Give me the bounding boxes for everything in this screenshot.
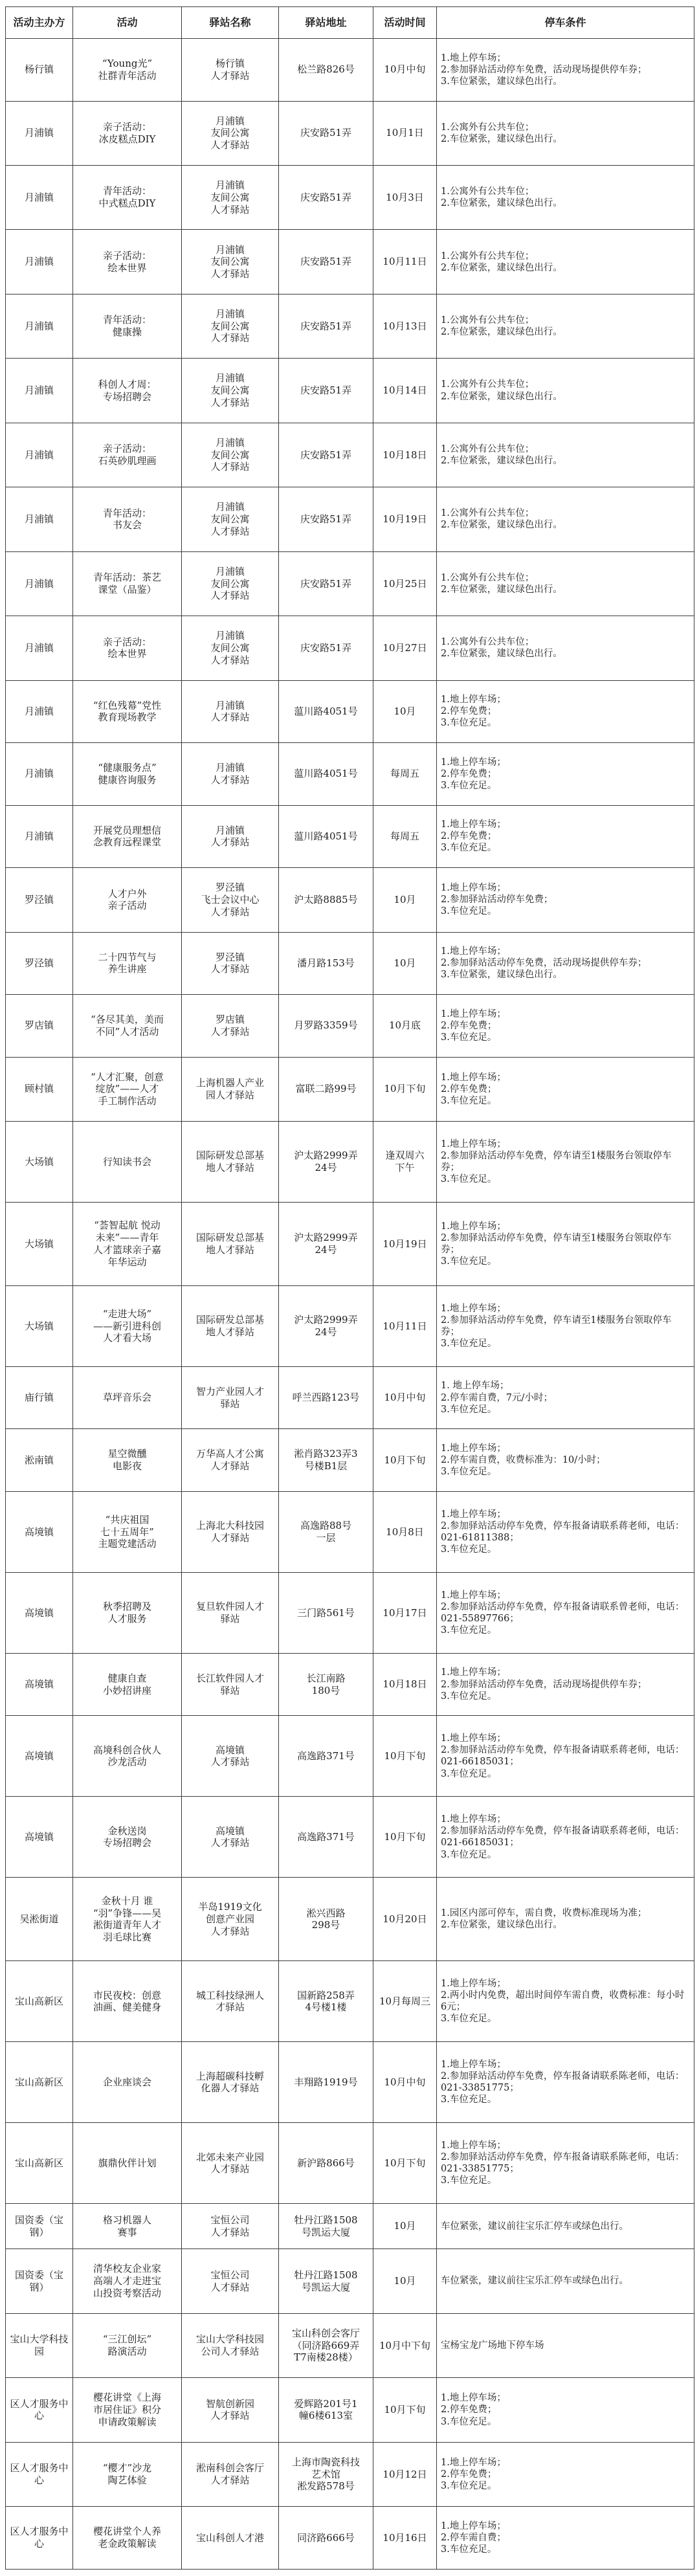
activity-cell: “Young光” 社群青年活动 [73,39,182,102]
organizer-cell: 顾村镇 [6,1057,73,1121]
table-row [6,551,694,616]
activity-cell: 青年活动：茶艺 课堂（品鉴） [73,551,182,616]
parking-conditions-cell: 1.地上停车场； 2.参加驿站活动停车免费，停车报备请联系蒋老师，电话：021-66185031； 3.车位充足。 [437,1716,694,1797]
station-name-cell: 宝恒公司 人才驿站 [182,2249,279,2313]
organizer-cell: 宝山高新区 [6,2123,73,2204]
activity-time-cell: 10月底 [373,995,437,1058]
station-name-cell: 罗店镇 人才驿站 [182,995,279,1058]
activity-cell: 青年活动： 书友会 [73,487,182,551]
table-row [6,2042,694,2123]
organizer-cell: 月浦镇 [6,359,73,423]
station-address-cell: 新沪路866号 [279,2123,373,2204]
table-row [6,2507,694,2570]
station-address-cell: 庆安路51弄 [279,165,373,229]
station-name-cell: 月浦镇 友间公寓 人才驿站 [182,294,279,358]
organizer-cell: 庙行镇 [6,1366,73,1429]
station-name-cell: 万华高人才公寓 人才驿站 [182,1429,279,1492]
table-row [6,805,694,868]
organizer-cell: 宝山高新区 [6,2042,73,2123]
activity-time-cell: 10月19日 [373,487,437,551]
station-address-cell: 宝山科创会客厅 （同济路669弄 T7南楼28楼） [279,2313,373,2377]
header-station-address: 驿站地址 [279,7,373,39]
parking-conditions-cell: 1.地上停车场； 2.参加驿站活动停车免费，停车请至1楼服务台领取停车券； 3.车位充足。 [437,1285,694,1366]
station-address-cell: 丰翔路1919号 [279,2042,373,2123]
station-address-cell: 三门路561号 [279,1572,373,1653]
parking-conditions-cell: 1.公寓外有公共车位； 2.车位紧张，建议绿色出行。 [437,616,694,680]
station-name-cell: 月浦镇 友间公寓 人才驿站 [182,230,279,294]
activity-cell: “人才汇聚，创意 绽放”——人才 手工制作活动 [73,1057,182,1121]
table-row [6,2249,694,2313]
activity-time-cell: 10月 [373,868,437,932]
station-address-cell: 庆安路51弄 [279,230,373,294]
table-row [6,2123,694,2204]
activity-cell: 人才户外 亲子活动 [73,868,182,932]
parking-conditions-cell: 1.地上停车场； 2.参加驿站活动停车免费，活动现场提供停车券； 3.车位紧张，建议绿色出行。 [437,39,694,102]
station-name-cell: 宝恒公司 人才驿站 [182,2204,279,2249]
station-name-cell: 智航创新园 人才驿站 [182,2378,279,2442]
activity-time-cell: 10月 [373,2249,437,2313]
organizer-cell: 月浦镇 [6,423,73,487]
station-name-cell: 高境镇 人才驿站 [182,1716,279,1797]
station-name-cell: 月浦镇 人才驿站 [182,805,279,868]
station-name-cell: 上海北大科技园 人才驿站 [182,1491,279,1572]
table-row [6,39,694,102]
activity-cell: 亲子活动： 绘本世界 [73,616,182,680]
station-name-cell: 月浦镇 友间公寓 人才驿站 [182,359,279,423]
parking-conditions-cell: 1.地上停车场； 2.停车免费； 3.车位充足。 [437,2442,694,2506]
activity-cell: 樱花讲堂《上海 市居住证》积分 申请政策解读 [73,2378,182,2442]
activity-cell: 星空微醺 电影夜 [73,1429,182,1492]
parking-conditions-cell: 1.公寓外有公共车位； 2.车位紧张，建议绿色出行。 [437,487,694,551]
activity-cell: 秋季招聘及 人才服务 [73,1572,182,1653]
activity-time-cell: 10月11日 [373,230,437,294]
parking-conditions-cell: 1.地上停车场； 2.参加驿站活动停车免费，停车报备请联系曾老师，电话：021-55897766； 3.车位充足。 [437,1572,694,1653]
organizer-cell: 月浦镇 [6,551,73,616]
station-name-cell: 国际研发总部基 地人才驿站 [182,1202,279,1285]
activity-time-cell: 10月下旬 [373,2123,437,2204]
station-address-cell: 庆安路51弄 [279,423,373,487]
activity-cell: “荟智起航 悦动 未来”——青年 人才篮球亲子嘉 年华运动 [73,1202,182,1285]
parking-conditions-cell: 1.园区内部可停车，需自费，收费标准现场为准； 2.车位紧张，建议绿色出行。 [437,1878,694,1961]
parking-conditions-cell: 1.地上停车场； 2.停车免费； 3.车位充足。 [437,743,694,806]
station-name-cell: 月浦镇 友间公寓 人才驿站 [182,101,279,165]
activity-time-cell: 10月13日 [373,294,437,358]
station-address-cell: 牡丹江路1508 号凯运大厦 [279,2249,373,2313]
activity-time-cell: 10月14日 [373,359,437,423]
station-address-cell: 庆安路51弄 [279,359,373,423]
activity-time-cell: 10月3日 [373,165,437,229]
station-address-cell: 国新路258弄 4号楼1楼 [279,1961,373,2042]
station-name-cell: 智力产业园人才 驿站 [182,1366,279,1429]
station-name-cell: 国际研发总部基 地人才驿站 [182,1285,279,1366]
station-address-cell: 富联二路99号 [279,1057,373,1121]
organizer-cell: 罗泾镇 [6,932,73,995]
activity-cell: “走进大场” ——新引进科创 人才看大场 [73,1285,182,1366]
station-name-cell: 高境镇 人才驿站 [182,1797,279,1878]
station-name-cell: 长江软件园人才 驿站 [182,1653,279,1716]
activity-time-cell: 10月25日 [373,551,437,616]
activity-time-cell: 10月17日 [373,1572,437,1653]
table-row [6,932,694,995]
activity-cell: 亲子活动： 石英砂肌理画 [73,423,182,487]
station-address-cell: 同济路666号 [279,2507,373,2570]
activity-time-cell: 逢双周六 下午 [373,1121,437,1202]
station-name-cell: 月浦镇 友间公寓 人才驿站 [182,487,279,551]
station-address-cell: 沪太路8885号 [279,868,373,932]
events-table [5,6,694,2570]
table-row [6,1716,694,1797]
organizer-cell: 吴淞街道 [6,1878,73,1961]
table-row [6,2313,694,2377]
activity-time-cell: 10月12日 [373,2442,437,2506]
organizer-cell: 月浦镇 [6,743,73,806]
station-name-cell: 半岛1919文化 创意产业园 人才驿站 [182,1878,279,1961]
organizer-cell: 大场镇 [6,1121,73,1202]
table-row [6,1797,694,1878]
parking-conditions-cell: 1. 地上停车场； 2.停车需自费，7元/小时； 3.车位充足。 [437,1366,694,1429]
station-address-cell: 蕰川路4051号 [279,743,373,806]
parking-conditions-cell: 1.地上停车场； 2.停车免费； 3.车位充足。 [437,680,694,743]
activity-cell: “红色残幕”党性 教育现场教学 [73,680,182,743]
activity-cell: 二十四节气与 养生讲座 [73,932,182,995]
station-name-cell: 罗泾镇 人才驿站 [182,932,279,995]
header-row [6,7,694,39]
organizer-cell: 月浦镇 [6,680,73,743]
organizer-cell: 月浦镇 [6,294,73,358]
organizer-cell: 国资委（宝钢） [6,2249,73,2313]
activity-cell: “各尽其美，美而 不同”人才活动 [73,995,182,1058]
station-address-cell: 庆安路51弄 [279,551,373,616]
station-address-cell: 高逸路88号 一层 [279,1491,373,1572]
organizer-cell: 宝山高新区 [6,1961,73,2042]
table-row [6,1057,694,1121]
table-row [6,1366,694,1429]
station-address-cell: 爱辉路201号1 幢6楼613室 [279,2378,373,2442]
activity-time-cell: 10月中旬 [373,2042,437,2123]
table-row [6,2378,694,2442]
parking-conditions-cell: 1.公寓外有公共车位； 2.车位紧张，建议绿色出行。 [437,101,694,165]
organizer-cell: 宝山大学科技园 [6,2313,73,2377]
activity-cell: 开展党员理想信 念教育远程课堂 [73,805,182,868]
activity-cell: “健康服务点” 健康咨询服务 [73,743,182,806]
station-address-cell: 高逸路371号 [279,1797,373,1878]
station-address-cell: 上海市陶瓷科技 艺术馆 淞发路578号 [279,2442,373,2506]
header-activity-time: 活动时间 [373,7,437,39]
station-name-cell: 北郊未来产业园 人才驿站 [182,2123,279,2204]
station-address-cell: 庆安路51弄 [279,101,373,165]
organizer-cell: 罗店镇 [6,995,73,1058]
parking-conditions-cell: 1.地上停车场； 2.停车需自费； 3.车位充足。 [437,2507,694,2570]
station-name-cell: 罗泾镇 飞士会议中心 人才驿站 [182,868,279,932]
activity-time-cell: 10月18日 [373,423,437,487]
activity-cell: 行知读书会 [73,1121,182,1202]
parking-conditions-cell: 1.地上停车场； 2.参加驿站活动停车免费，停车报备请联系陈老师，电话：021-33851775； 3.车位充足。 [437,2042,694,2123]
activity-time-cell: 10月下旬 [373,1057,437,1121]
station-address-cell: 呼兰西路123号 [279,1366,373,1429]
station-name-cell: 国际研发总部基 地人才驿站 [182,1121,279,1202]
station-name-cell: 月浦镇 友间公寓 人才驿站 [182,551,279,616]
station-address-cell: 沪太路2999弄 24号 [279,1202,373,1285]
activity-time-cell: 10月19日 [373,1202,437,1285]
organizer-cell: 高境镇 [6,1491,73,1572]
activity-time-cell: 10月11日 [373,1285,437,1366]
table-row [6,743,694,806]
activity-cell: 青年活动： 健康操 [73,294,182,358]
parking-conditions-cell: 1.地上停车场； 2.参加驿站活动停车免费，停车报备请联系蒋老师，电话：021-66185031； 3.车位充足。 [437,1797,694,1878]
station-address-cell: 松兰路826号 [279,39,373,102]
activity-cell: 格习机器人 赛事 [73,2204,182,2249]
parking-conditions-cell: 1.地上停车场； 2.停车需自费，收费标准为：10/小时； 3.车位充足。 [437,1429,694,1492]
station-address-cell: 高逸路371号 [279,1716,373,1797]
organizer-cell: 淞南镇 [6,1429,73,1492]
station-address-cell: 长江南路 180号 [279,1653,373,1716]
activity-cell: 金秋十月 谁 “羽”争锋——吴 淞街道青年人才 羽毛球比赛 [73,1878,182,1961]
parking-conditions-cell: 1.地上停车场； 2.停车免费； 3.车位充足。 [437,1057,694,1121]
organizer-cell: 高境镇 [6,1797,73,1878]
organizer-cell: 高境镇 [6,1653,73,1716]
table-body [6,39,694,2570]
activity-time-cell: 10月下旬 [373,1797,437,1878]
table-row [6,230,694,294]
activity-cell: 科创人才周： 专场招聘会 [73,359,182,423]
activity-cell: “樱才”沙龙 陶艺体验 [73,2442,182,2506]
parking-conditions-cell: 1.地上停车场； 2.参加驿站活动停车免费，活动现场提供停车券； 3.车位充足。 [437,1653,694,1716]
station-name-cell: 淞南科创会客厅 人才驿站 [182,2442,279,2506]
table-row [6,995,694,1058]
table-row [6,359,694,423]
organizer-cell: 高境镇 [6,1716,73,1797]
activity-time-cell: 每周五 [373,805,437,868]
station-address-cell: 淞肖路323弄3 号楼B1层 [279,1429,373,1492]
activity-time-cell: 10月中下旬 [373,2313,437,2377]
activity-time-cell: 10月 [373,680,437,743]
parking-conditions-cell: 1.公寓外有公共车位； 2.车位紧张，建议绿色出行。 [437,359,694,423]
activity-cell: 青年活动： 中式糕点DIY [73,165,182,229]
station-name-cell: 月浦镇 友间公寓 人才驿站 [182,423,279,487]
parking-conditions-cell: 1.公寓外有公共车位； 2.车位紧张，建议绿色出行。 [437,551,694,616]
activity-cell: 市民夜校：创意 油画、健美健身 [73,1961,182,2042]
activity-time-cell: 10月8日 [373,1491,437,1572]
parking-conditions-cell: 宝杨宝龙广场地下停车场 [437,2313,694,2377]
table-row [6,616,694,680]
station-name-cell: 杨行镇 人才驿站 [182,39,279,102]
station-name-cell: 月浦镇 友间公寓 人才驿站 [182,616,279,680]
parking-conditions-cell: 1.公寓外有公共车位； 2.车位紧张，建议绿色出行。 [437,423,694,487]
organizer-cell: 杨行镇 [6,39,73,102]
activity-cell: 高境科创合伙人 沙龙活动 [73,1716,182,1797]
parking-conditions-cell: 1.公寓外有公共车位； 2.车位紧张，建议绿色出行。 [437,294,694,358]
parking-conditions-cell: 1.地上停车场； 2.参加驿站活动停车免费，停车报备请联系陈老师，电话：021-33851775； 3.车位充足。 [437,2123,694,2204]
activity-time-cell: 10月下旬 [373,2378,437,2442]
activity-time-cell: 每周五 [373,743,437,806]
table-row [6,1572,694,1653]
table-row [6,1429,694,1492]
organizer-cell: 高境镇 [6,1572,73,1653]
station-address-cell: 淞兴西路 298号 [279,1878,373,1961]
station-name-cell: 城工科技绿洲人 才驿站 [182,1961,279,2042]
table-row [6,680,694,743]
station-address-cell: 庆安路51弄 [279,487,373,551]
header-activity: 活动 [73,7,182,39]
table-row [6,2204,694,2249]
activity-time-cell: 10月中旬 [373,1366,437,1429]
organizer-cell: 区人才服务中心 [6,2378,73,2442]
organizer-cell: 区人才服务中心 [6,2507,73,2570]
parking-conditions-cell: 1.地上停车场； 2.参加驿站活动停车免费； 3.车位充足。 [437,868,694,932]
activity-time-cell: 10月下旬 [373,1429,437,1492]
organizer-cell: 月浦镇 [6,101,73,165]
organizer-cell: 国资委（宝钢） [6,2204,73,2249]
activity-time-cell: 10月20日 [373,1878,437,1961]
activity-time-cell: 10月下旬 [373,1716,437,1797]
parking-conditions-cell: 1.地上停车场； 2.参加驿站活动停车免费，停车请至1楼服务台领取停车券； 3.车位充足。 [437,1121,694,1202]
activity-time-cell: 10月 [373,2204,437,2249]
station-name-cell: 上海机器人产业 园人才驿站 [182,1057,279,1121]
station-address-cell: 庆安路51弄 [279,616,373,680]
organizer-cell: 大场镇 [6,1202,73,1285]
table-row [6,1961,694,2042]
activity-cell: “三江创坛” 路演活动 [73,2313,182,2377]
activity-cell: “共庆祖国 七十五周年” 主题党建活动 [73,1491,182,1572]
organizer-cell: 罗泾镇 [6,868,73,932]
station-name-cell: 宝山科创人才港 [182,2507,279,2570]
activity-cell: 旗鼎伙伴计划 [73,2123,182,2204]
table-row [6,1878,694,1961]
parking-conditions-cell: 1.地上停车场； 2.停车免费； 3.车位充足。 [437,995,694,1058]
station-name-cell: 月浦镇 友间公寓 人才驿站 [182,165,279,229]
activity-time-cell: 10月每周三 [373,1961,437,2042]
table-row [6,101,694,165]
station-name-cell: 月浦镇 人才驿站 [182,743,279,806]
parking-conditions-cell: 车位紧张，建议前往宝乐汇停车或绿色出行。 [437,2249,694,2313]
station-address-cell: 潘月路153号 [279,932,373,995]
activity-cell: 亲子活动： 绘本世界 [73,230,182,294]
activity-cell: 金秋送岗 专场招聘会 [73,1797,182,1878]
station-address-cell: 庆安路51弄 [279,294,373,358]
activity-cell: 企业座谈会 [73,2042,182,2123]
organizer-cell: 月浦镇 [6,805,73,868]
table-row [6,487,694,551]
table-row [6,1653,694,1716]
table-row [6,1491,694,1572]
activity-cell: 健康自查 小妙招讲座 [73,1653,182,1716]
activity-time-cell: 10月18日 [373,1653,437,1716]
activity-time-cell: 10月中旬 [373,39,437,102]
table-row [6,294,694,358]
parking-conditions-cell: 1.地上停车场； 2.参加驿站活动停车免费，停车请至1楼服务台领取停车券； 3.车位充足。 [437,1202,694,1285]
parking-conditions-cell: 1.地上停车场； 2.参加驿站活动停车免费，停车报备请联系蒋老师，电话：021-61811388； 3.车位充足。 [437,1491,694,1572]
activity-cell: 草坪音乐会 [73,1366,182,1429]
activity-cell: 亲子活动： 冰皮糕点DIY [73,101,182,165]
parking-conditions-cell: 1.地上停车场； 2.停车免费； 3.车位充足。 [437,805,694,868]
organizer-cell: 月浦镇 [6,616,73,680]
table-row [6,1285,694,1366]
activity-time-cell: 10月 [373,932,437,995]
station-name-cell: 宝山大学科技园 公司人才驿站 [182,2313,279,2377]
header-organizer: 活动主办方 [6,7,73,39]
table-row [6,1202,694,1285]
parking-conditions-cell: 1.公寓外有公共车位； 2.车位紧张，建议绿色出行。 [437,165,694,229]
organizer-cell: 大场镇 [6,1285,73,1366]
activity-time-cell: 10月16日 [373,2507,437,2570]
table-row [6,1121,694,1202]
station-address-cell: 牡丹江路1508 号凯运大厦 [279,2204,373,2249]
station-address-cell: 沪太路2999弄 24号 [279,1285,373,1366]
organizer-cell: 月浦镇 [6,230,73,294]
station-address-cell: 蕰川路4051号 [279,680,373,743]
activity-time-cell: 10月1日 [373,101,437,165]
table-row [6,2442,694,2506]
station-name-cell: 上海超碳科技孵 化器人才驿站 [182,2042,279,2123]
table-row [6,423,694,487]
activity-time-cell: 10月27日 [373,616,437,680]
station-name-cell: 月浦镇 人才驿站 [182,680,279,743]
station-address-cell: 月罗路3359号 [279,995,373,1058]
header-parking-conditions: 停车条件 [437,7,694,39]
organizer-cell: 月浦镇 [6,487,73,551]
table-row [6,868,694,932]
activity-cell: 清华校友企业家 高端人才走进宝 山投资考察活动 [73,2249,182,2313]
parking-conditions-cell: 1.公寓外有公共车位； 2.车位紧张，建议绿色出行。 [437,230,694,294]
station-address-cell: 沪太路2999弄 24号 [279,1121,373,1202]
station-address-cell: 蕰川路4051号 [279,805,373,868]
organizer-cell: 区人才服务中心 [6,2442,73,2506]
parking-conditions-cell: 车位紧张，建议前往宝乐汇停车或绿色出行。 [437,2204,694,2249]
parking-conditions-cell: 1.地上停车场； 2.两小时内免费，超出时间停车需自费，收费标准：每小时6元； 3.车位充足。 [437,1961,694,2042]
parking-conditions-cell: 1.地上停车场； 2.停车免费； 3.车位充足。 [437,2378,694,2442]
station-name-cell: 复旦软件园人才 驿站 [182,1572,279,1653]
parking-conditions-cell: 1.地上停车场； 2.参加驿站活动停车免费，活动现场提供停车券； 3.车位紧张，建议绿色出行。 [437,932,694,995]
table-row [6,165,694,229]
activity-cell: 樱花讲堂个人养 老金政策解读 [73,2507,182,2570]
organizer-cell: 月浦镇 [6,165,73,229]
header-station-name: 驿站名称 [182,7,279,39]
